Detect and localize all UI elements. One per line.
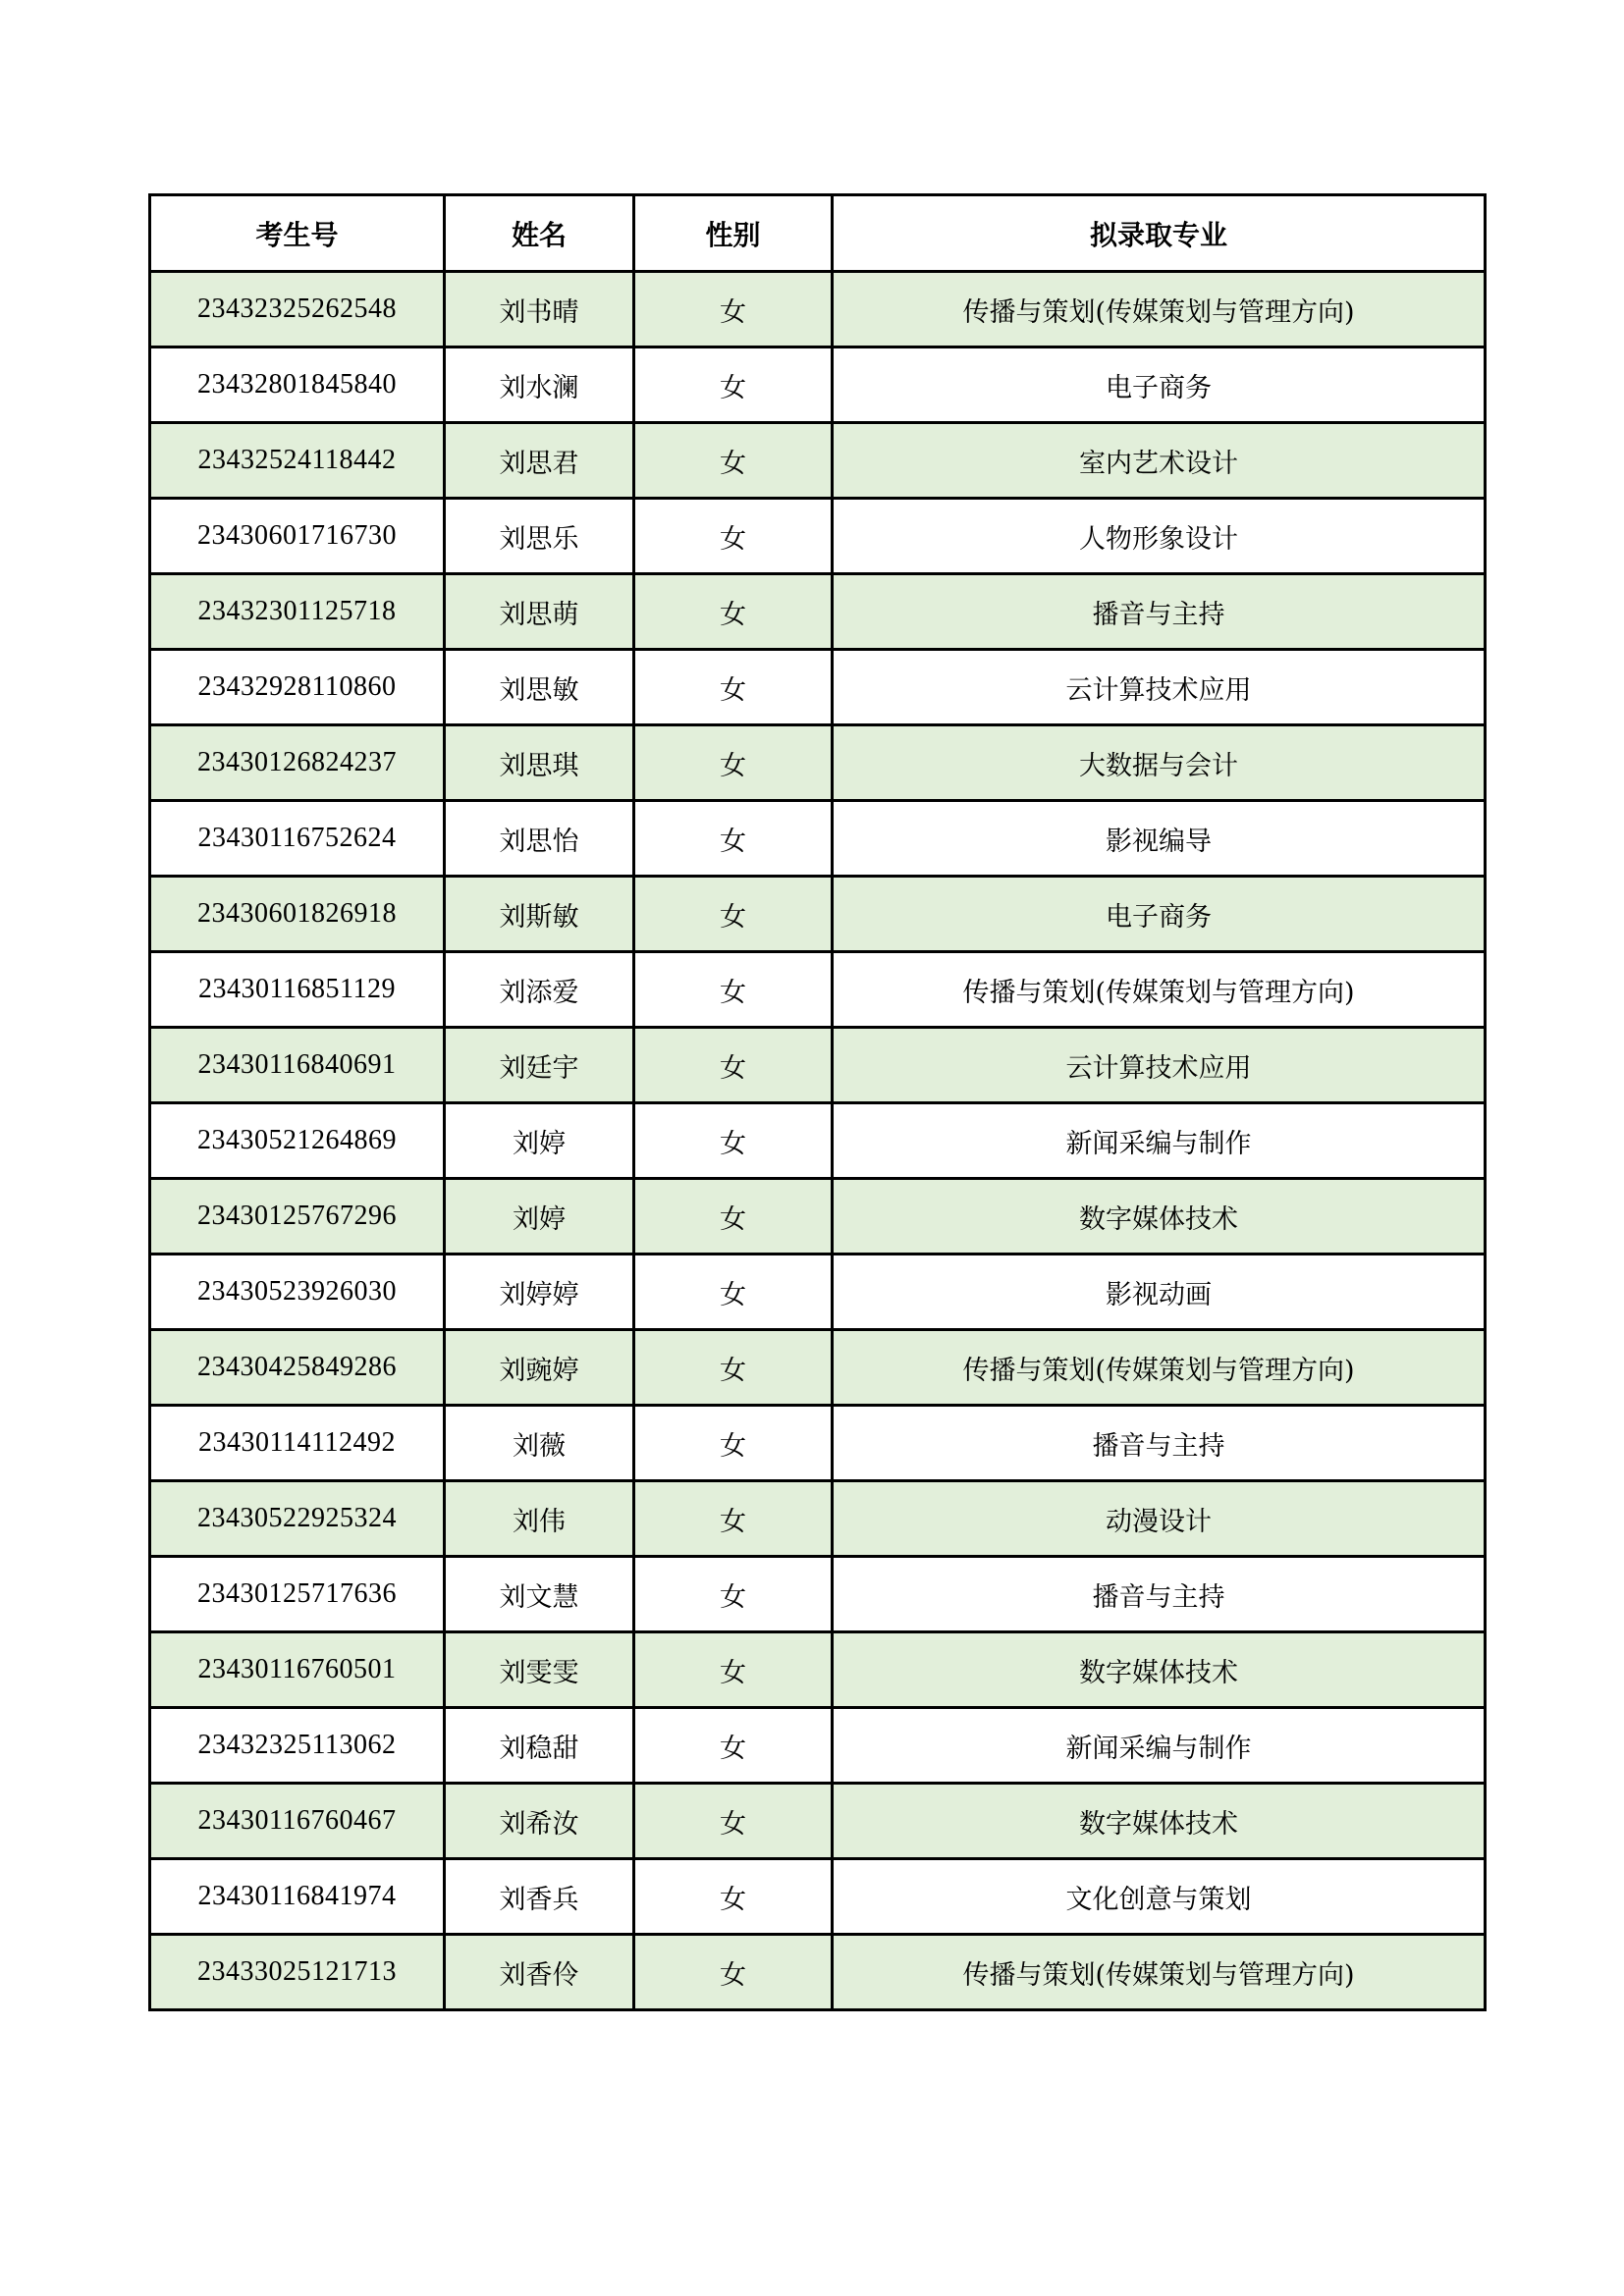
table-row (150, 1481, 1486, 1557)
cell-major: 数字媒体技术 (833, 1179, 1486, 1255)
cell-exam-number: 23432325113062 (150, 1708, 445, 1784)
cell-major: 云计算技术应用 (833, 1028, 1486, 1103)
cell-exam-number: 23430523926030 (150, 1255, 445, 1330)
header-major: 拟录取专业 (833, 195, 1486, 272)
table-row (150, 1859, 1486, 1935)
cell-major: 数字媒体技术 (833, 1784, 1486, 1859)
cell-major: 传播与策划(传媒策划与管理方向) (833, 952, 1486, 1028)
cell-name: 刘文慧 (445, 1557, 634, 1632)
cell-major: 影视编导 (833, 801, 1486, 877)
table-row (150, 650, 1486, 725)
cell-major: 新闻采编与制作 (833, 1103, 1486, 1179)
admission-table (148, 193, 1487, 2011)
table-row (150, 347, 1486, 423)
cell-name: 刘思怡 (445, 801, 634, 877)
cell-major: 人物形象设计 (833, 499, 1486, 574)
cell-name: 刘豌婷 (445, 1330, 634, 1406)
cell-exam-number: 23430425849286 (150, 1330, 445, 1406)
cell-major: 电子商务 (833, 877, 1486, 952)
cell-name: 刘思琪 (445, 725, 634, 801)
table-row (150, 1935, 1486, 2010)
cell-gender: 女 (634, 1481, 833, 1557)
table-row (150, 1103, 1486, 1179)
cell-major: 数字媒体技术 (833, 1632, 1486, 1708)
cell-exam-number: 23430114112492 (150, 1406, 445, 1481)
cell-gender: 女 (634, 1557, 833, 1632)
table-row (150, 725, 1486, 801)
cell-major: 室内艺术设计 (833, 423, 1486, 499)
cell-name: 刘婷 (445, 1103, 634, 1179)
cell-name: 刘思君 (445, 423, 634, 499)
cell-name: 刘思乐 (445, 499, 634, 574)
cell-gender: 女 (634, 272, 833, 347)
cell-exam-number: 23430601716730 (150, 499, 445, 574)
cell-major: 传播与策划(传媒策划与管理方向) (833, 272, 1486, 347)
table-row (150, 1708, 1486, 1784)
cell-name: 刘思萌 (445, 574, 634, 650)
cell-major: 播音与主持 (833, 1557, 1486, 1632)
cell-major: 文化创意与策划 (833, 1859, 1486, 1935)
cell-exam-number: 23430116752624 (150, 801, 445, 877)
table-row (150, 952, 1486, 1028)
table-body (150, 272, 1486, 2010)
cell-exam-number: 23432928110860 (150, 650, 445, 725)
cell-gender: 女 (634, 1330, 833, 1406)
cell-major: 播音与主持 (833, 1406, 1486, 1481)
cell-exam-number: 23430116760501 (150, 1632, 445, 1708)
cell-name: 刘斯敏 (445, 877, 634, 952)
cell-exam-number: 23430125767296 (150, 1179, 445, 1255)
cell-gender: 女 (634, 499, 833, 574)
table-row (150, 574, 1486, 650)
cell-name: 刘香兵 (445, 1859, 634, 1935)
cell-exam-number: 23430601826918 (150, 877, 445, 952)
cell-major: 播音与主持 (833, 574, 1486, 650)
cell-name: 刘希汝 (445, 1784, 634, 1859)
table-row (150, 801, 1486, 877)
cell-exam-number: 23430521264869 (150, 1103, 445, 1179)
table-row (150, 877, 1486, 952)
table-row (150, 1557, 1486, 1632)
cell-exam-number: 23430126824237 (150, 725, 445, 801)
cell-gender: 女 (634, 574, 833, 650)
table-row (150, 1632, 1486, 1708)
table-row (150, 423, 1486, 499)
cell-gender: 女 (634, 1103, 833, 1179)
cell-name: 刘伟 (445, 1481, 634, 1557)
cell-name: 刘薇 (445, 1406, 634, 1481)
table-row (150, 1784, 1486, 1859)
cell-gender: 女 (634, 725, 833, 801)
cell-gender: 女 (634, 347, 833, 423)
cell-gender: 女 (634, 1028, 833, 1103)
cell-gender: 女 (634, 1406, 833, 1481)
cell-gender: 女 (634, 1708, 833, 1784)
cell-gender: 女 (634, 1632, 833, 1708)
header-row (150, 195, 1486, 272)
cell-name: 刘廷宇 (445, 1028, 634, 1103)
cell-major: 传播与策划(传媒策划与管理方向) (833, 1330, 1486, 1406)
cell-exam-number: 23430125717636 (150, 1557, 445, 1632)
table-header (150, 195, 1486, 272)
cell-name: 刘水澜 (445, 347, 634, 423)
cell-gender: 女 (634, 1784, 833, 1859)
cell-major: 大数据与会计 (833, 725, 1486, 801)
cell-major: 电子商务 (833, 347, 1486, 423)
cell-gender: 女 (634, 1179, 833, 1255)
cell-name: 刘稳甜 (445, 1708, 634, 1784)
cell-exam-number: 23430522925324 (150, 1481, 445, 1557)
table-row (150, 1255, 1486, 1330)
cell-gender: 女 (634, 952, 833, 1028)
table-row (150, 1179, 1486, 1255)
cell-name: 刘雯雯 (445, 1632, 634, 1708)
table-row (150, 272, 1486, 347)
cell-name: 刘书晴 (445, 272, 634, 347)
cell-exam-number: 23433025121713 (150, 1935, 445, 2010)
cell-major: 影视动画 (833, 1255, 1486, 1330)
cell-exam-number: 23430116841974 (150, 1859, 445, 1935)
cell-exam-number: 23430116851129 (150, 952, 445, 1028)
cell-gender: 女 (634, 1935, 833, 2010)
table-row (150, 1406, 1486, 1481)
cell-name: 刘思敏 (445, 650, 634, 725)
cell-major: 传播与策划(传媒策划与管理方向) (833, 1935, 1486, 2010)
cell-name: 刘香伶 (445, 1935, 634, 2010)
cell-major: 云计算技术应用 (833, 650, 1486, 725)
cell-exam-number: 23430116760467 (150, 1784, 445, 1859)
cell-major: 动漫设计 (833, 1481, 1486, 1557)
cell-exam-number: 23432325262548 (150, 272, 445, 347)
cell-gender: 女 (634, 650, 833, 725)
table-row (150, 1028, 1486, 1103)
cell-name: 刘添爱 (445, 952, 634, 1028)
cell-exam-number: 23432301125718 (150, 574, 445, 650)
cell-gender: 女 (634, 801, 833, 877)
header-name: 姓名 (445, 195, 634, 272)
cell-exam-number: 23432801845840 (150, 347, 445, 423)
cell-gender: 女 (634, 1255, 833, 1330)
cell-name: 刘婷 (445, 1179, 634, 1255)
cell-major: 新闻采编与制作 (833, 1708, 1486, 1784)
cell-exam-number: 23430116840691 (150, 1028, 445, 1103)
header-gender: 性别 (634, 195, 833, 272)
cell-exam-number: 23432524118442 (150, 423, 445, 499)
table-row (150, 499, 1486, 574)
header-exam-number: 考生号 (150, 195, 445, 272)
cell-name: 刘婷婷 (445, 1255, 634, 1330)
cell-gender: 女 (634, 1859, 833, 1935)
cell-gender: 女 (634, 877, 833, 952)
table-row (150, 1330, 1486, 1406)
cell-gender: 女 (634, 423, 833, 499)
